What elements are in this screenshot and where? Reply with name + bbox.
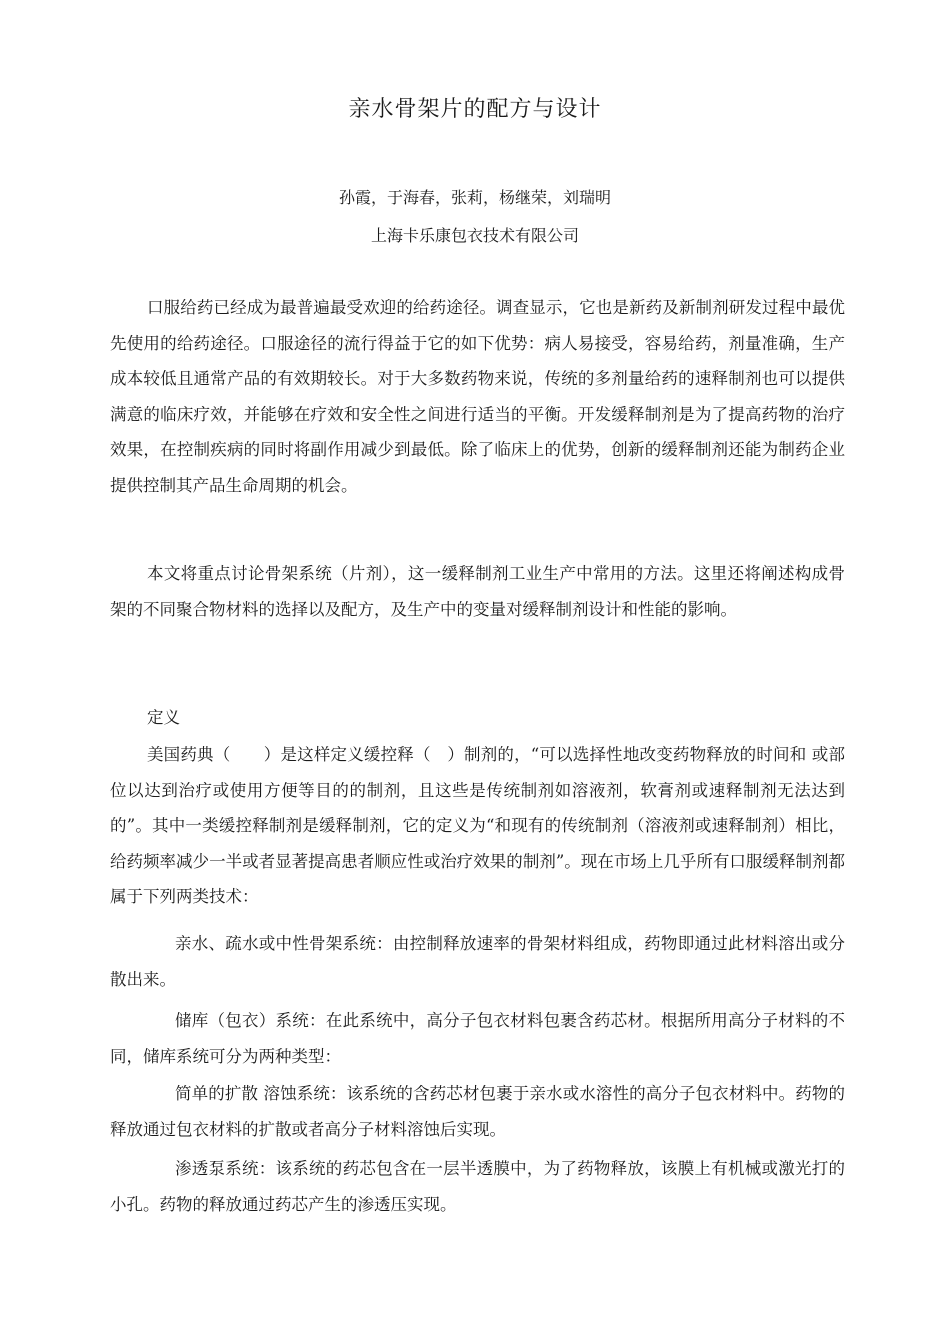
definition-paragraph: 美国药典（ ）是这样定义缓控释（ ）制剂的，“可以选择性地改变药物释放的时间和 或部位以达到治疗或使用方便等目的的制剂，且这些是传统制剂如溶液剂，软膏剂或速释制剂无法达到的”。其中一类缓控释制剂是缓释制剂，它的定义为“和现有的传统制剂（溶液剂或速释制剂）相比，给药频率减少一半或者显著提高患者顺应性或治疗效果的制剂”。现在市场上几乎所有口服缓释制剂都属于下列两类技术： [110, 745, 845, 906]
intro-paragraph-2: 本文将重点讨论骨架系统（片剂），这一缓释制剂工业生产中常用的方法。这里还将阐述构成骨架的不同聚合物材料的选择以及配方，及生产中的变量对缓释制剂设计和性能的影响。 [110, 564, 845, 619]
document-title: 亲水骨架片的配方与设计 [348, 97, 602, 122]
matrix-system-paragraph: 亲水、疏水或中性骨架系统：由控制释放速率的骨架材料组成，药物即通过此材料溶出或分散出来。 [110, 934, 845, 989]
affiliation: 上海卡乐康包衣技术有限公司 [370, 226, 579, 245]
reservoir-system-paragraph: 储库（包衣）系统：在此系统中，高分子包衣材料包裹含药芯材。根据所用高分子材料的不同，储库系统可分为两种类型： [110, 1011, 845, 1066]
diffusion-system-paragraph: 简单的扩散 溶蚀系统：该系统的含药芯材包裹于亲水或水溶性的高分子包衣材料中。药物的释放通过包衣材料的扩散或者高分子材料溶蚀后实现。 [110, 1084, 845, 1139]
osmotic-pump-paragraph: 渗透泵系统：该系统的药芯包含在一层半透膜中，为了药物释放，该膜上有机械或激光打的小孔。药物的释放通过药芯产生的渗透压实现。 [110, 1159, 845, 1214]
author-list: 孙霞，于海春，张莉，杨继荣，刘瑞明 [338, 188, 611, 207]
section-heading-definition: 定义 [147, 708, 180, 727]
intro-paragraph-1: 口服给药已经成为最普遍最受欢迎的给药途径。调查显示，它也是新药及新制剂研发过程中最优先使用的给药途径。口服途径的流行得益于它的如下优势：病人易接受，容易给药，剂量准确，生产成本较低且通常产品的有效期较长。对于大多数药物来说，传统的多剂量给药的速释制剂也可以提供满意的临床疗效，并能够在疗效和安全性之间进行适当的平衡。开发缓释制剂是为了提高药物的治疗效果，在控制疾病的同时将副作用减少到最低。除了临床上的优势，创新的缓释制剂还能为制药企业提供控制其产品生命周期的机会。 [110, 298, 845, 495]
